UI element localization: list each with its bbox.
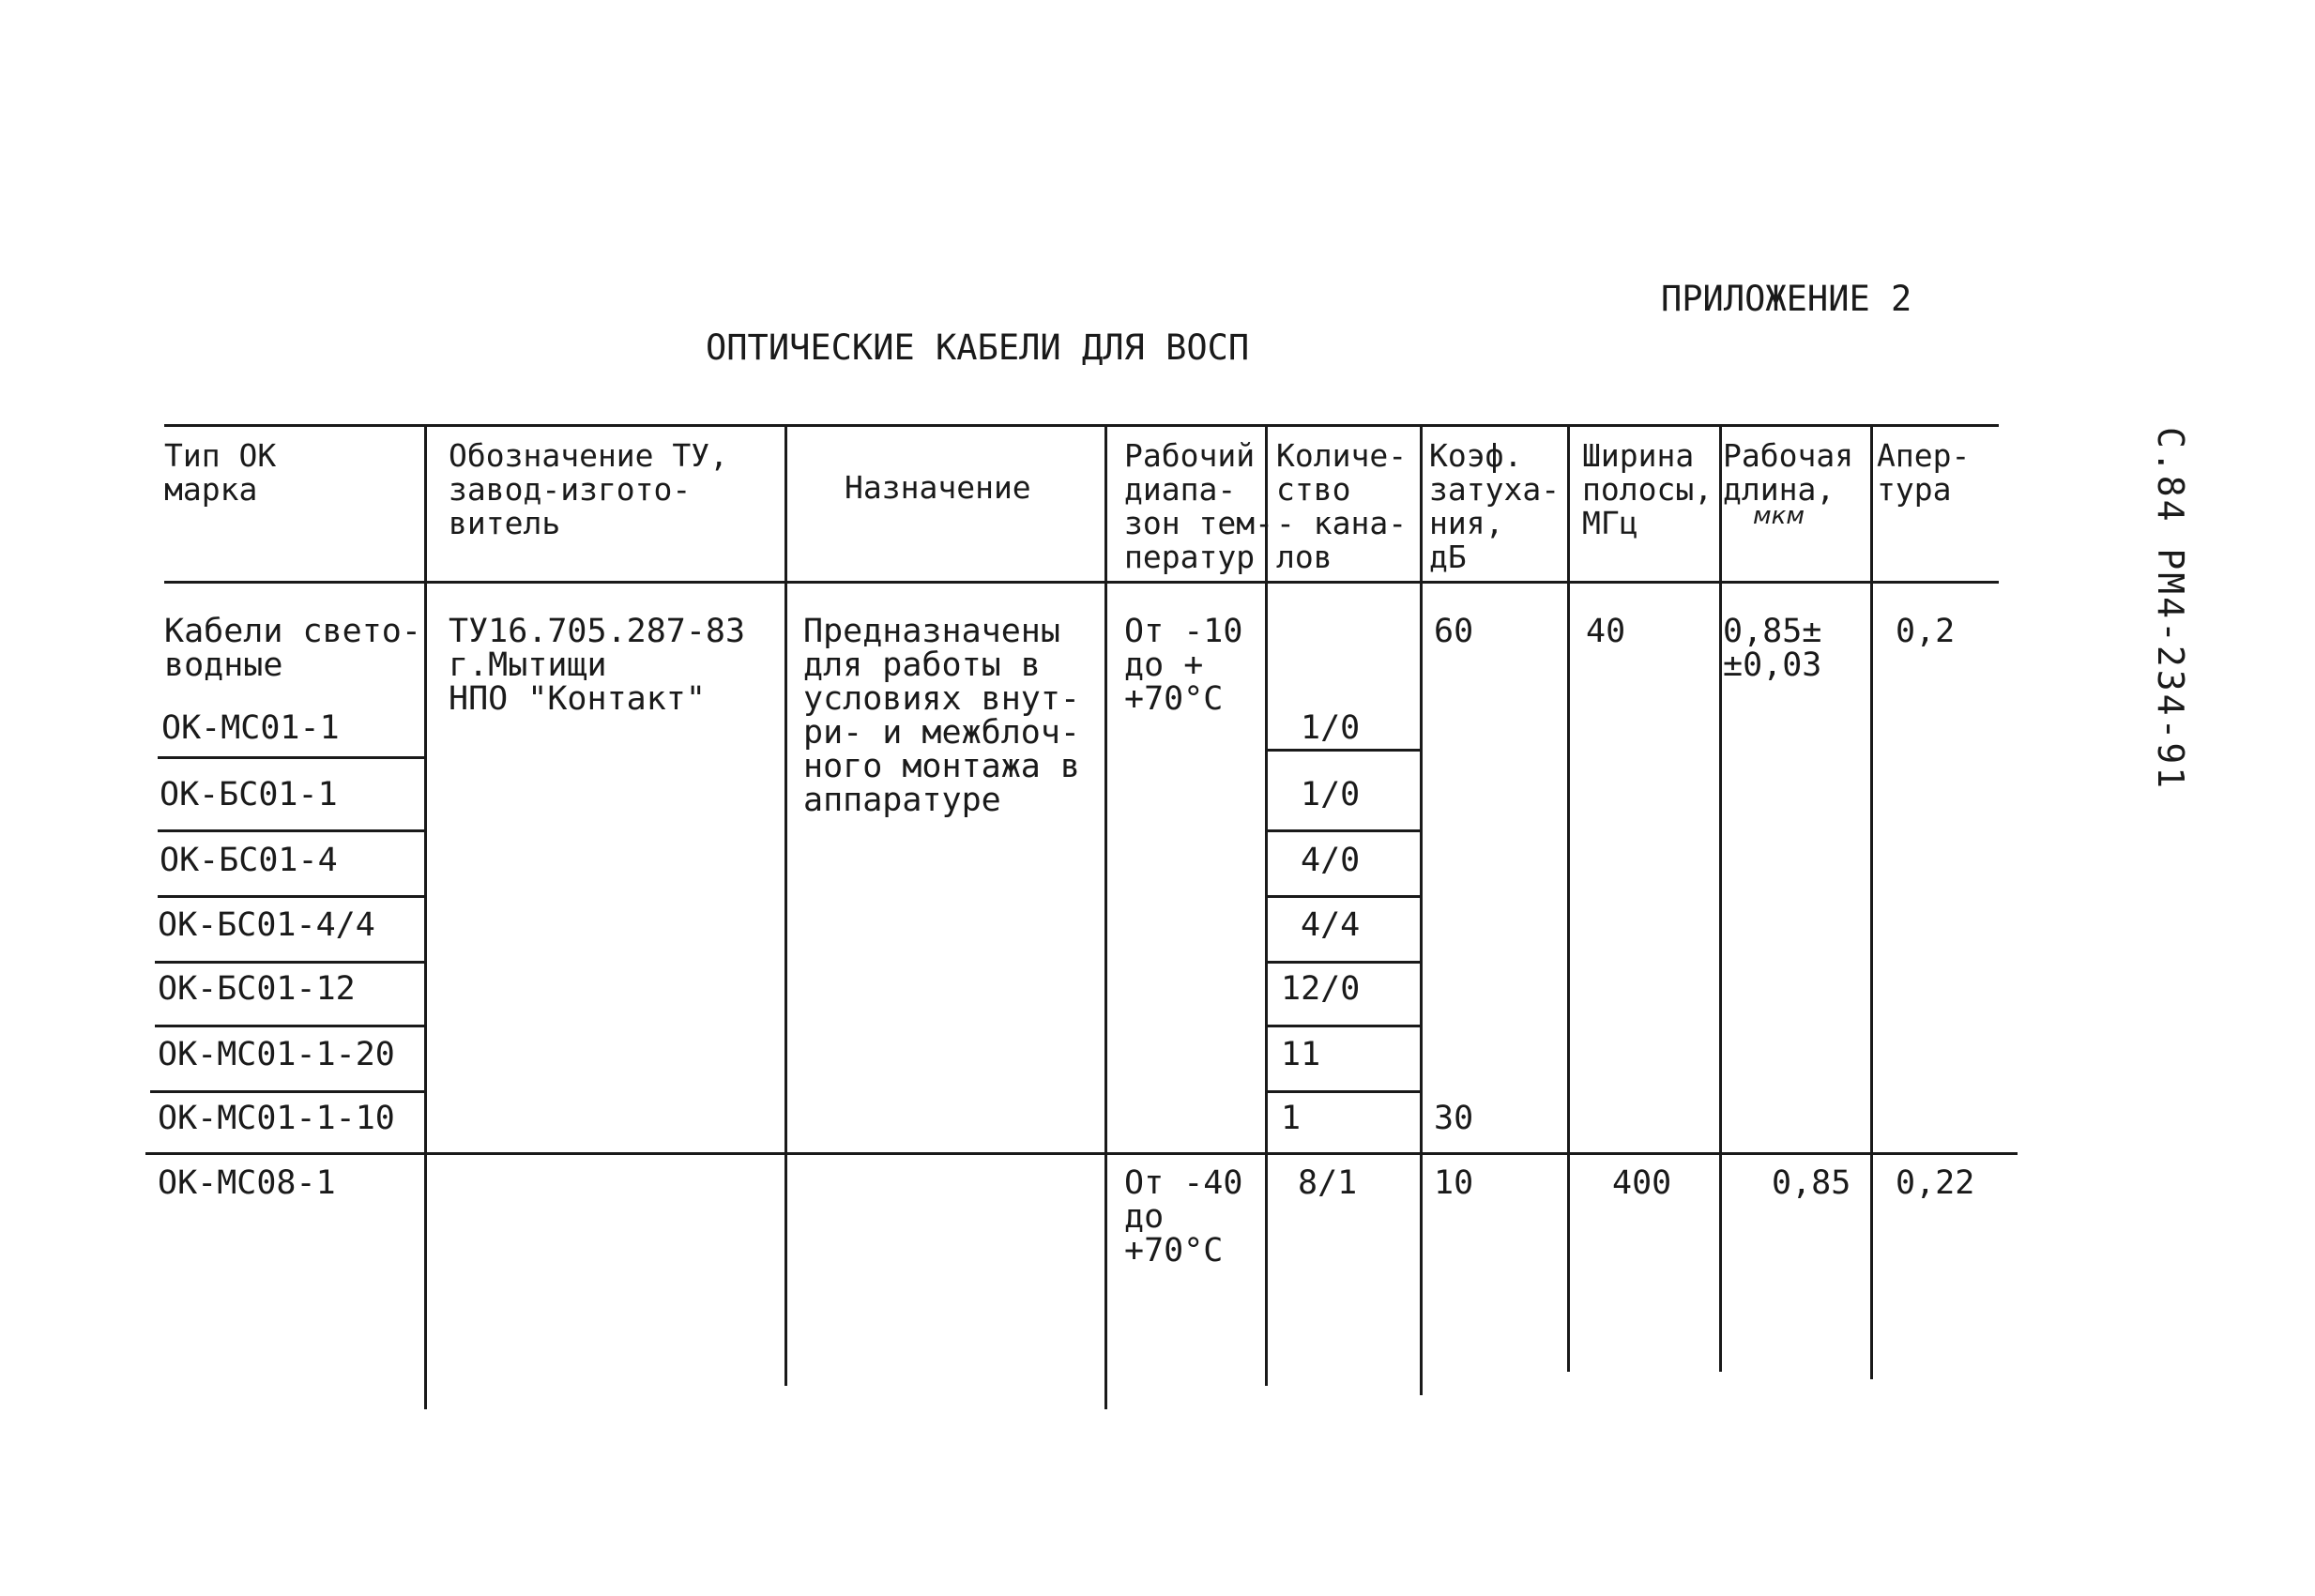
attenuation-10: 10 — [1434, 1164, 1474, 1202]
row-rule — [1265, 829, 1420, 832]
channels-value: 4/0 — [1301, 842, 1361, 879]
aperture-02: 0,2 — [1896, 613, 1956, 650]
col-divider-8 — [1870, 424, 1873, 1379]
header-bandwidth: Ширина полосы, МГц — [1582, 437, 1713, 541]
bandwidth-400: 400 — [1612, 1164, 1672, 1202]
col-divider-3 — [1104, 424, 1107, 1409]
col-divider-1 — [424, 424, 427, 1409]
header-attenuation: Коэф. затуха- ния, дБ — [1429, 437, 1561, 575]
channels-value: 1/0 — [1301, 776, 1361, 813]
temp-range-1: От -10 до + +70°C — [1124, 613, 1243, 718]
channels-value: 4/4 — [1301, 906, 1361, 944]
row-rule — [1265, 1090, 1420, 1093]
channels-value: 1 — [1281, 1100, 1302, 1137]
row-rule — [1265, 1025, 1420, 1027]
cable-type: ОК-МС01-1-20 — [158, 1036, 395, 1073]
length-085: 0,85± ±0,03 — [1723, 613, 1822, 684]
header-purpose: Назначение — [845, 469, 1031, 506]
bandwidth-40: 40 — [1586, 613, 1626, 650]
header-temp-range: Рабочий диапа- зон тем- ператур — [1124, 437, 1273, 575]
col-divider-6 — [1567, 424, 1570, 1372]
side-document-code: С.84 РМ4-234-91 — [2150, 427, 2191, 792]
row-rule — [158, 756, 424, 759]
cable-type-last: ОК-МС08-1 — [158, 1164, 336, 1202]
aperture-last: 0,22 — [1896, 1164, 1975, 1202]
temp-range-2: От -40 до +70°C — [1124, 1164, 1243, 1269]
row-rule — [1265, 749, 1420, 752]
row-rule — [155, 961, 424, 964]
cable-type: ОК-БС01-4 — [160, 842, 338, 879]
cable-type: ОК-МС01-1-10 — [158, 1100, 395, 1137]
cable-type: ОК-МС01-1 — [161, 709, 340, 747]
cable-type: ОК-БС01-1 — [160, 776, 338, 813]
channels-value: 12/0 — [1281, 970, 1361, 1008]
row-rule — [1265, 961, 1420, 964]
appendix-label: ПРИЛОЖЕНИЕ 2 — [1661, 279, 1912, 319]
row-rule — [155, 1025, 424, 1027]
attenuation-60: 60 — [1434, 613, 1474, 650]
row-rule — [1265, 895, 1420, 898]
cable-type: ОК-БС01-4/4 — [158, 906, 375, 944]
row-rule — [150, 1090, 424, 1093]
col-divider-7 — [1719, 424, 1722, 1372]
header-length: Рабочая длина, — [1723, 437, 1854, 508]
channels-value: 11 — [1281, 1036, 1321, 1073]
row-rule — [158, 829, 424, 832]
cable-group-name: Кабели свето- водные — [164, 613, 421, 684]
col-divider-2 — [784, 424, 787, 1386]
attenuation-30: 30 — [1434, 1100, 1474, 1137]
channels-value: 1/0 — [1301, 709, 1361, 747]
length-last: 0,85 — [1772, 1164, 1851, 1202]
channels-last: 8/1 — [1298, 1164, 1358, 1202]
header-length-unit: мкм — [1753, 502, 1805, 530]
header-bottom-rule — [164, 581, 1999, 584]
purpose-text: Предназначены для работы в условиях внут- ри- и межблоч- ного монтажа в аппаратуре — [803, 613, 1081, 819]
row-rule — [158, 895, 424, 898]
tu-manufacturer: ТУ16.705.287-83 г.Мытищи НПО "Контакт" — [449, 613, 746, 718]
header-tu: Обозначение ТУ, завод-изгото- витель — [449, 437, 729, 541]
header-type: Тип ОК марка — [164, 437, 277, 508]
header-channels: Количе- ство - кана- лов — [1276, 437, 1408, 575]
last-row-rule — [145, 1152, 2018, 1155]
table-top-rule — [164, 424, 1999, 427]
col-divider-5 — [1420, 424, 1423, 1395]
page-title: ОПТИЧЕСКИЕ КАБЕЛИ ДЛЯ ВОСП — [706, 327, 1250, 368]
header-aperture: Апер- тура — [1877, 437, 1971, 508]
cable-type: ОК-БС01-12 — [158, 970, 356, 1008]
